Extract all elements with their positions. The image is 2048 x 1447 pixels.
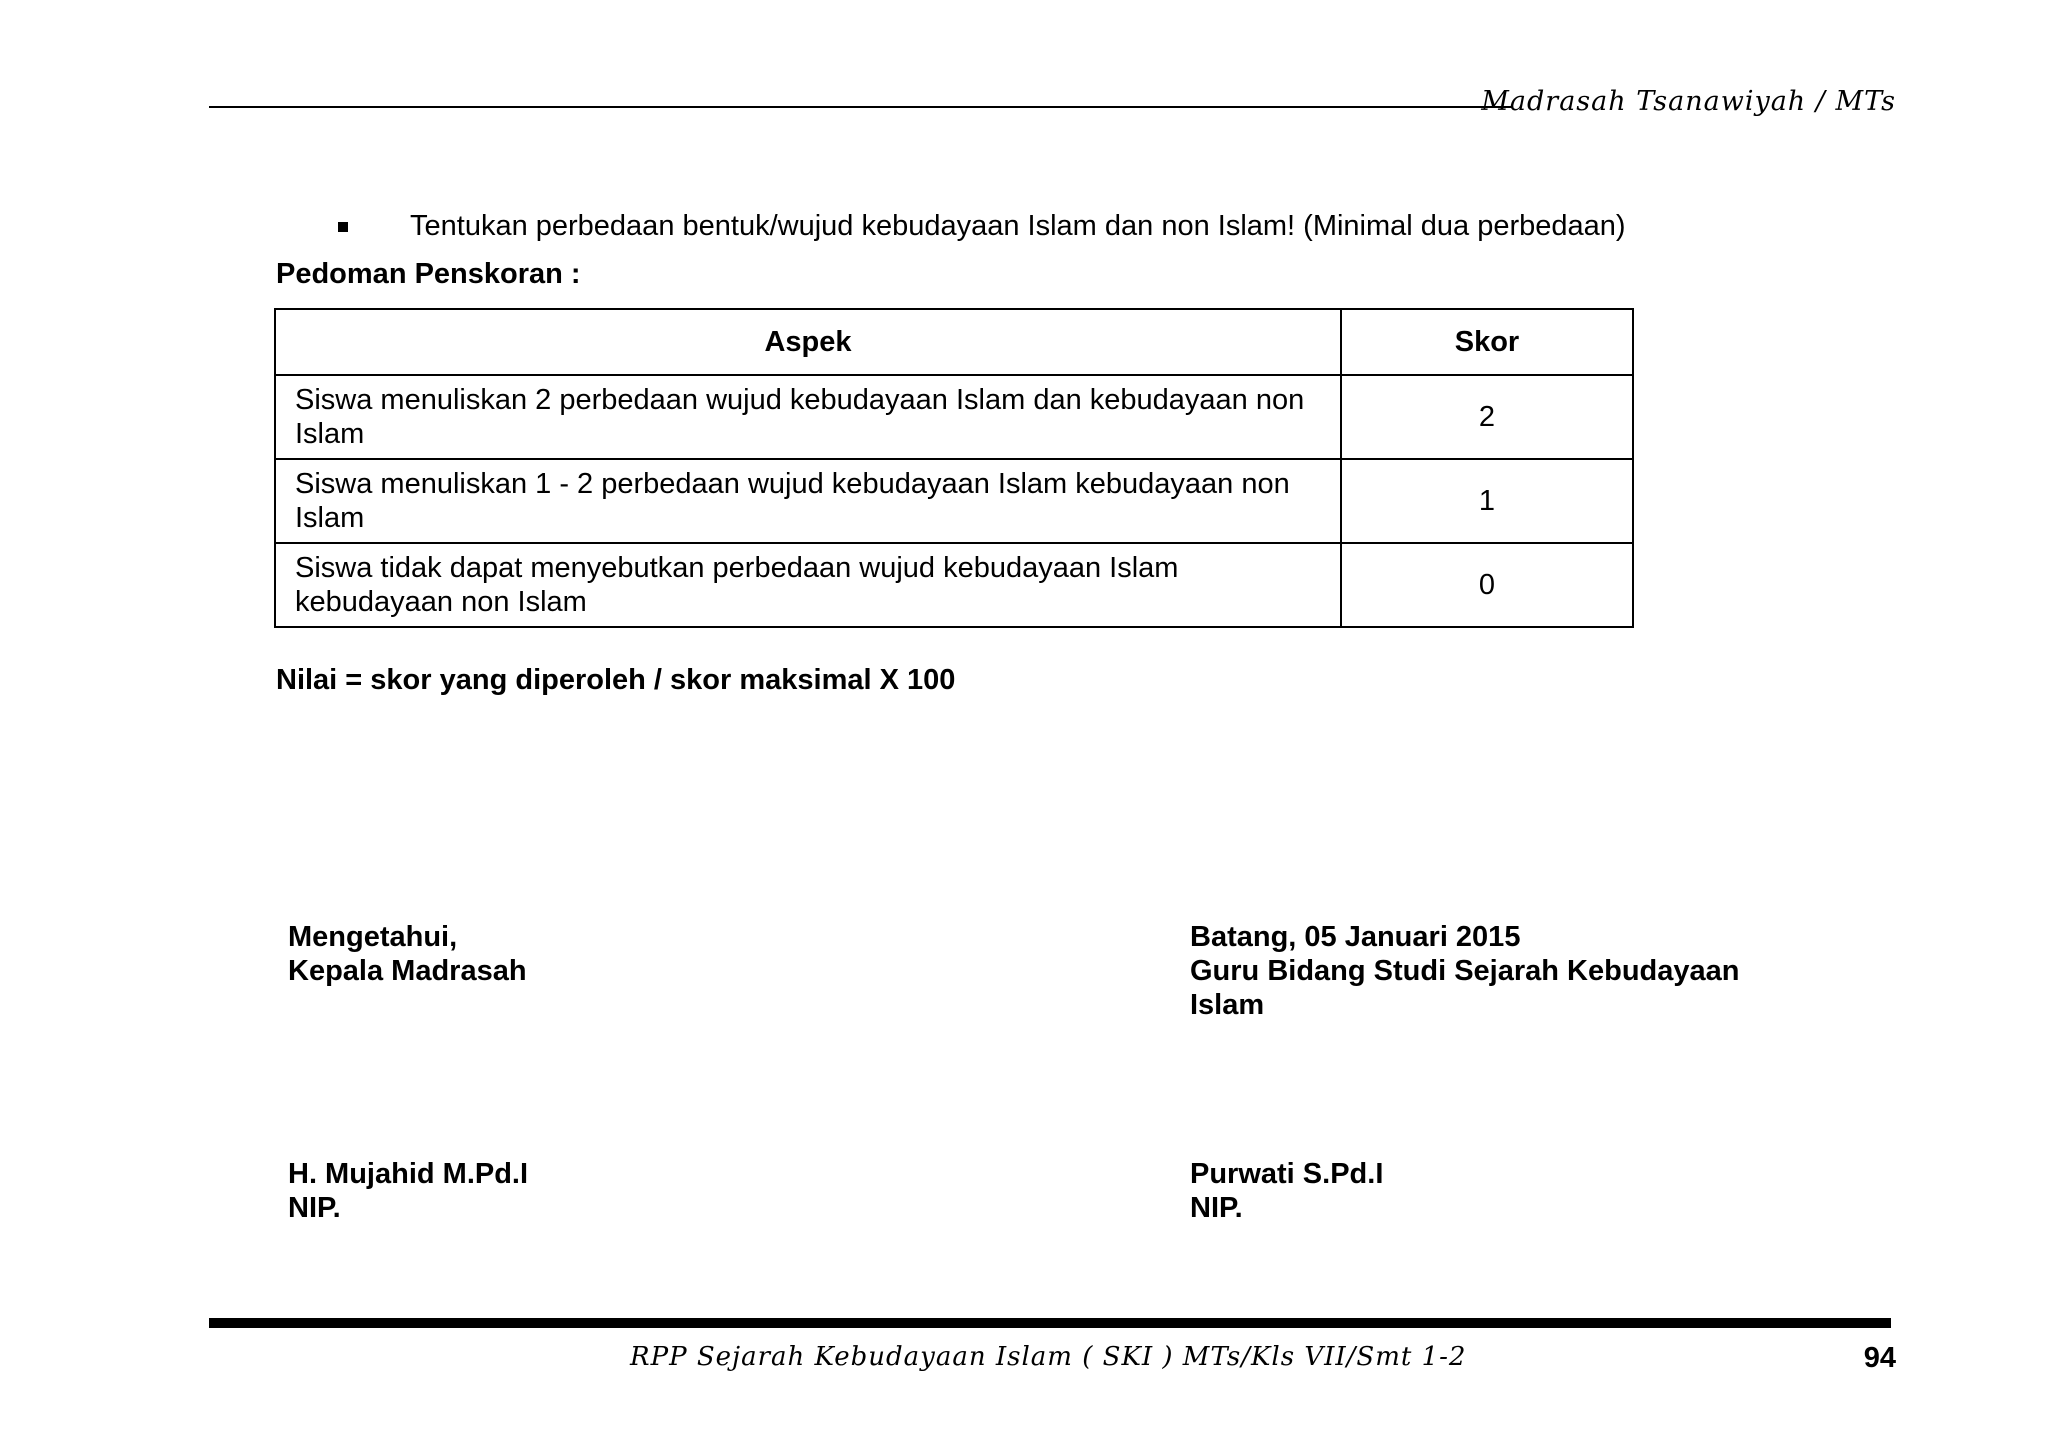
signature-right-line1: Batang, 05 Januari 2015 — [1190, 921, 1521, 953]
signature-left-line2: Kepala Madrasah — [288, 955, 527, 987]
signature-right-name-block — [1190, 1157, 1383, 1225]
column-header-skor: Skor — [1341, 309, 1633, 375]
signature-right-nip: NIP. — [1190, 1192, 1243, 1224]
table-header-row — [275, 309, 1633, 375]
column-header-aspek: Aspek — [275, 309, 1341, 375]
skor-cell: 0 — [1341, 543, 1633, 627]
question-text: Tentukan perbedaan bentuk/wujud kebudayaan Islam dan non Islam! (Minimal dua perbedaan) — [410, 210, 1626, 242]
skor-cell: 2 — [1341, 375, 1633, 459]
signature-left-nip: NIP. — [288, 1192, 341, 1224]
signature-left-line1: Mengetahui, — [288, 921, 458, 953]
square-bullet-icon — [338, 222, 348, 232]
signature-right-name: Purwati S.Pd.I — [1190, 1158, 1384, 1190]
aspek-cell: Siswa menuliskan 1 - 2 perbedaan wujud kebudayaan Islam kebudayaan non Islam — [275, 459, 1341, 543]
skor-cell: 1 — [1341, 459, 1633, 543]
signature-right-title — [1190, 920, 1790, 1022]
table-row — [275, 543, 1633, 627]
signature-right-line2: Guru Bidang Studi Sejarah Kebudayaan Islam — [1190, 955, 1740, 1021]
aspek-cell: Siswa tidak dapat menyebutkan perbedaan wujud kebudayaan Islam kebudayaan non Islam — [275, 543, 1341, 627]
aspek-cell: Siswa menuliskan 2 perbedaan wujud kebudayaan Islam dan kebudayaan non Islam — [275, 375, 1341, 459]
footer-title: RPP Sejarah Kebudayaan Islam ( SKI ) MTs/Kls VII/Smt 1-2 — [630, 1342, 1467, 1372]
footer-rule — [209, 1318, 1891, 1328]
signature-left-name-block — [288, 1157, 528, 1225]
page-number: 94 — [1863, 1342, 1896, 1374]
header-rule — [209, 106, 1513, 108]
scoring-table — [274, 308, 1634, 628]
signature-left-title — [288, 920, 527, 988]
grade-formula: Nilai = skor yang diperoleh / skor maksimal X 100 — [276, 664, 956, 696]
signature-left-name: H. Mujahid M.Pd.I — [288, 1158, 529, 1190]
table-row — [275, 375, 1633, 459]
header-title: Madrasah Tsanawiyah / MTs — [1481, 86, 1896, 117]
table-row — [275, 459, 1633, 543]
scoring-heading: Pedoman Penskoran : — [276, 258, 581, 290]
